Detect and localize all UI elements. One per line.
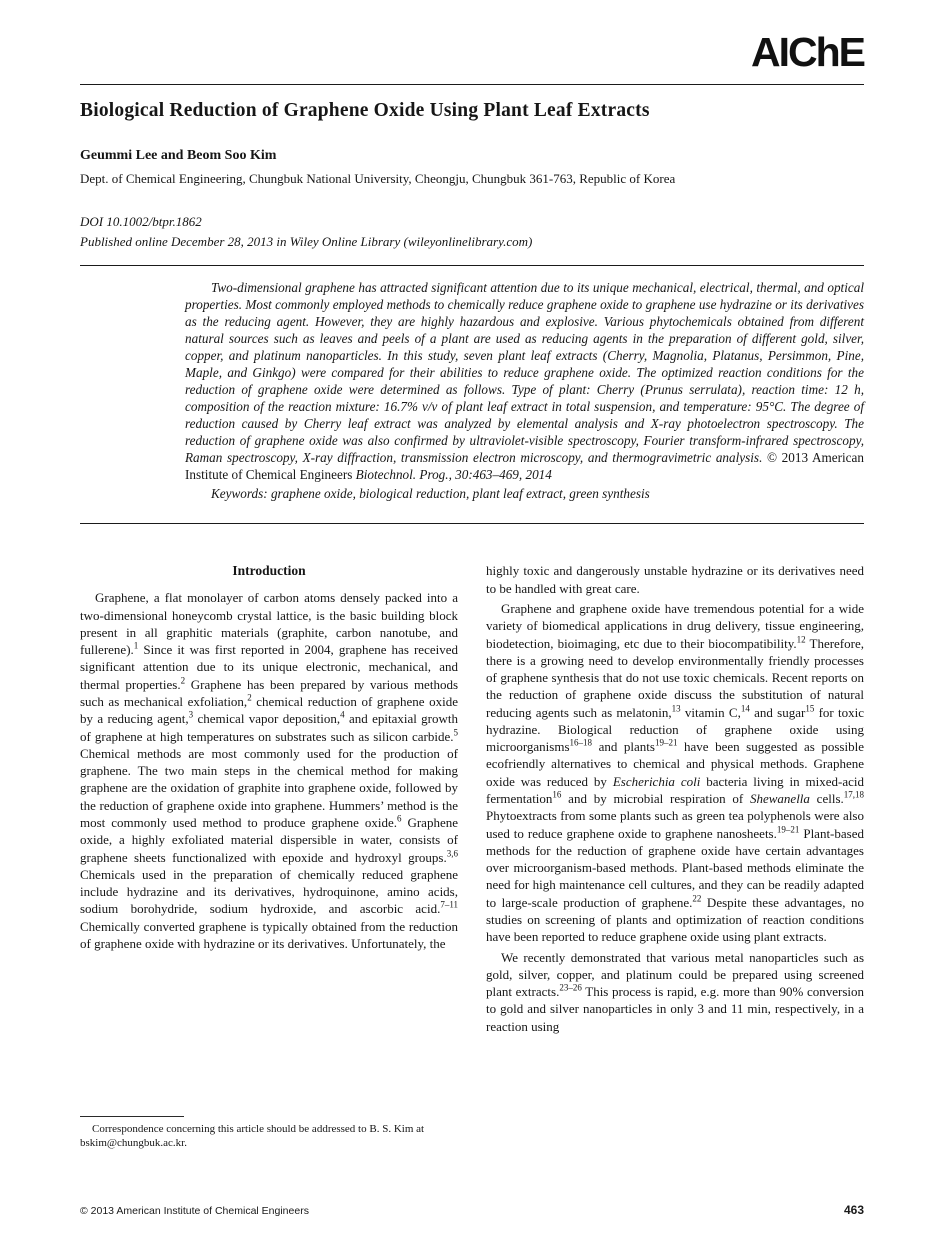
body-paragraph: We recently demonstrated that various metal nanoparticles such as gold, silver, copper, and platinum could be prepared using screened plant extracts.$^{23-26}$ This process is rapid, e.g. more than 90% conversion to gold and silver nanoparticles in only 3 and 11 min, respectively, in a reaction using [486, 949, 864, 1034]
header-divider [80, 84, 864, 85]
footer-copyright: © 2013 American Institute of Chemical Engineers [80, 1205, 309, 1217]
left-column [80, 562, 458, 1035]
section-heading-introduction: Introduction [232, 563, 306, 579]
abstract-block [185, 279, 864, 502]
article-affiliation: Dept. of Chemical Engineering, Chungbuk National University, Cheongju, Chungbuk 361-763, Republic of Korea [80, 171, 676, 186]
aiche-logo: AIChE [751, 29, 864, 75]
article-authors: Geummi Lee and Beom Soo Kim [80, 148, 277, 163]
body-paragraph: Graphene, a flat monolayer of carbon atoms densely packed into a two-dimensional honeycomb crystal lattice, is the basic building block present in all graphitic materials (graphite, carbon nanotube, and fullerene).$^1$ Since it was first reported in 2004, graphene has received significant attention due to its unique electronic, mechanical, and thermal properties.$^2$ Graphene has been prepared by various methods such as mechanical exfoliation,$^2$ chemical reduction of graphene oxide by a reducing agent,$^3$ chemical vapor deposition,$^4$ and epitaxial growth of graphene at high temperatures on substrates such as silicon carbide.$^5$ Chemical methods are most commonly used for the production of graphene. The two main steps in the chemical method for making graphene are the oxidation of graphite into graphene oxide, followed by the reduction of graphene oxide into graphene. Hummers’ method is the most commonly used method to produce graphene oxide.$^6$ Graphene oxide, a highly exfoliated material dispersible in water, consists of graphene sheets functionalized with epoxide and hydroxyl groups.$^{3,6}$ Chemicals used in the preparation of chemically reduced graphene include hydrazine and its derivatives, hydroquinone, amino acids, sodium borohydride, sodium hydroxide, and ascorbic acid.$^{7-11}$ Chemically converted graphene is typically obtained from the reduction of graphene oxide with hydrazine or its derivatives. Unfortunately, the [80, 590, 458, 951]
body-paragraph: highly toxic and dangerously unstable hydrazine or its derivatives need to be handled with great care. [486, 563, 864, 596]
article-doi: DOI 10.1002/btpr.1862 [80, 214, 202, 229]
footnote-divider [80, 1116, 184, 1117]
footnote-text: Correspondence concerning this article should be addressed to B. S. Kim at bskim@chungbuk.ac.kr. [80, 1123, 425, 1150]
keywords-line: Keywords: graphene oxide, biological reduction, plant leaf extract, green synthesis [211, 486, 650, 502]
journal-header [80, 0, 864, 73]
abstract-top-divider [80, 265, 864, 266]
page-footer [80, 1203, 864, 1217]
article-title: Biological Reduction of Graphene Oxide Using Plant Leaf Extracts [80, 100, 650, 121]
article-body [80, 562, 864, 1035]
right-column [486, 562, 864, 1035]
correspondence-footnote [80, 1116, 458, 1151]
published-online-line: Published online December 28, 2013 in Wiley Online Library (wileyonlinelibrary.com) [80, 234, 533, 249]
page-number: 463 [843, 1203, 864, 1217]
body-paragraph: Graphene and graphene oxide have tremendous potential for a wide variety of biomedical applications in drug delivery, tissue engineering, biodetection, bioimaging, etc due to their biocompatibility.$^{12}$ Therefore, there is a growing need to develop environmentally friendly processes of graphene synthesis that do not use toxic chemicals. Recent reports on the reduction of graphene oxide discuss the substitution of natural reducing agents such as melatonin,$^{13}$ vitamin C,$^{14}$ and sugar$^{15}$ for toxic hydrazine. Biological reduction of graphene oxide using microorganisms$^{16-18}$ and plants$^{19-21}$ have been suggested as possible ecofriendly alternatives to chemical and physical methods. Graphene oxide was reduced by Escherichia coli bacteria living in mixed-acid fermentation$^{16}$ and by microbial respiration of Shewanella cells.$^{17,18}$ Phytoextracts from some plants such as green tea polyphenols were also used to reduce graphene oxide to graphene nanosheets.$^{19-21}$ Plant-based methods for the reduction of graphene oxide have certain advantages over microorganism-based methods. Plant-based methods eliminate the need for high maintenance cell cultures, and they can be readily adapted to large-scale production of graphene.$^{22}$ Despite these advantages, no studies on screening of plants and optimization of reaction conditions have been reported to reduce graphene oxide using plant extracts. [486, 600, 865, 945]
abstract-text: Two-dimensional graphene has attracted significant attention due to its unique mechanical, electrical, thermal, and optical properties. Most commonly employed methods to chemically reduce graphene oxide to graphene use hydrazine or its derivatives as the reducing agent. However, they are highly hazardous and explosive. Various phytochemicals obtained from different natural sources such as leaves and peels of a plant are used as reducing agents in the preparation of different gold, silver, copper, and platinum nanoparticles. In this study, seven plant leaf extracts (Cherry, Magnolia, Platanus, Persimmon, Pine, Maple, and Ginkgo) were compared for their abilities to reduce graphene oxide. The optimized reaction conditions for the reduction of graphene oxide were determined as follows. Type of plant: Cherry (Prunus serrulata), reaction time: 12 h, composition of the reaction mixture: 16.7% v/v of plant leaf extract in total suspension, and temperature: 95°C. The degree of reduction caused by Cherry leaf extract was analyzed by elemental analysis and X-ray photoelectron spectroscopy. The reduction of graphene oxide was also confirmed by ultraviolet-visible spectroscopy, Fourier transform-infrared spectroscopy, Raman spectroscopy, X-ray diffraction, transmission electron microscopy, and thermogravimetric analysis. © 2013 American Institute of Chemical Engineers Biotechnol. Prog., 30:463–469, 2014 [185, 280, 864, 483]
abstract-bottom-divider [80, 523, 864, 524]
